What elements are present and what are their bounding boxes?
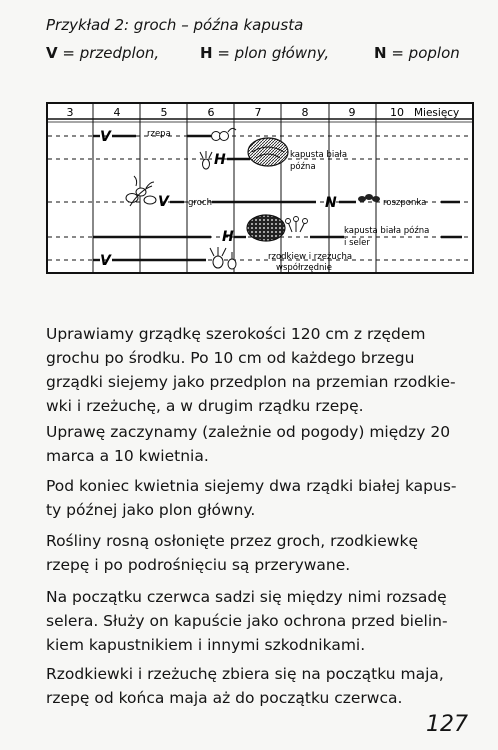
- paragraph-5: Na początku czerwca sadzi się między nimi rozsadę selera. Służy on kapuście jako ochrona przed bielin- kiem kapustnikiem i innymi szkodnikami.: [46, 588, 448, 654]
- paragraph-1: Uprawiamy grządkę szerokości 120 cm z rzędem grochu po środku. Po 10 cm od każdego brzegu grządki siejemy jako przedplon na przemian rzodkie- wki i rzeżuchę, a w drugim rządku rzepę.: [46, 325, 456, 415]
- cabbage-icon-row2: [248, 138, 288, 166]
- marker-n-row3: N: [325, 195, 337, 211]
- paragraph-3: Pod koniec kwietnia siejemy dwa rządki białej kapus- ty późnej jako plon główny.: [46, 477, 457, 519]
- page-number: 127: [426, 712, 468, 737]
- label-groch: groch: [188, 198, 212, 208]
- month-label-7: 7: [254, 106, 262, 119]
- month-label-9: 9: [348, 106, 356, 119]
- marker-h-row4: H: [222, 229, 234, 245]
- label-rzepa: rzepa: [147, 129, 171, 139]
- cabbage-icon-row4: [247, 215, 285, 241]
- month-label-4: 4: [113, 106, 121, 119]
- diagram-frame: [47, 103, 473, 273]
- legend-przedplon: V = przedplon,: [46, 44, 160, 62]
- marker-v-row3: V: [158, 194, 169, 210]
- crop-timeline-diagram: [46, 102, 474, 278]
- label-rzodkiew-1: rzodkiew i rzeżucha: [268, 252, 353, 262]
- legend-poplon: N = poplon: [374, 44, 460, 62]
- marker-h-row2: H: [214, 152, 226, 168]
- label-kapusta-2: późna: [290, 162, 316, 172]
- marker-v-row1: V: [100, 129, 111, 145]
- label-roszponka: roszponka: [383, 198, 427, 208]
- month-label-6: 6: [207, 106, 215, 119]
- label-kapusta-seler-1: kapusta biała późna: [344, 226, 430, 236]
- paragraph-2: Uprawę zaczynamy (zależnie od pogody) między 20 marca a 10 kwietnia.: [46, 423, 451, 465]
- label-kapusta-seler-2: i seler: [344, 238, 370, 248]
- paragraph-6: Rzodkiewki i rzeżuchę zbiera się na początku maja, rzepę od końca maja aż do początku czerwca.: [46, 665, 444, 707]
- label-rzodkiew-2: współrzędnie: [276, 263, 332, 273]
- legend-plon-glowny: H = plon główny,: [200, 44, 330, 62]
- paragraph-4: Rośliny rosną osłonięte przez groch, rzodkiewkę rzepę i po podrośnięciu są przerywane.: [46, 532, 418, 574]
- example-title: Przykład 2: groch – późna kapusta: [46, 16, 304, 34]
- marker-v-row5: V: [100, 253, 111, 269]
- month-label-3: 3: [66, 106, 74, 119]
- label-kapusta-1: kapusta biała: [290, 150, 348, 160]
- month-label-5: 5: [160, 106, 168, 119]
- unit-label: Miesięcy: [414, 107, 460, 119]
- month-label-10: 10: [390, 106, 404, 119]
- month-label-8: 8: [301, 106, 309, 119]
